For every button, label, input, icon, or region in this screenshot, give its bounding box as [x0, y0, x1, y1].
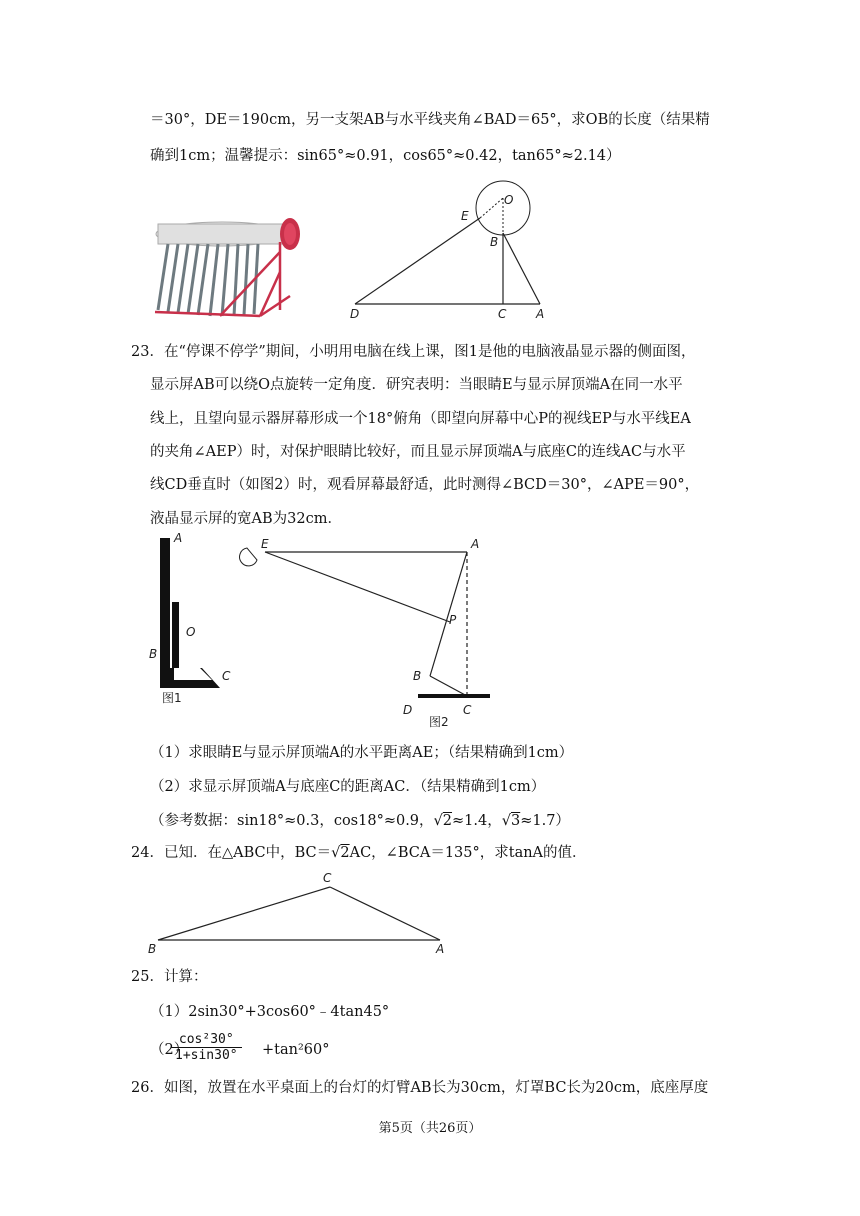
q22-label-a: A [536, 307, 545, 321]
fig1-label-c: C [222, 669, 231, 683]
fig1-caption: 图1 [162, 691, 182, 705]
q23-figure-2 [235, 528, 505, 733]
q22-label-b: B [490, 235, 499, 249]
q25-part2-prefix: （2） [150, 1042, 189, 1058]
fig2-label-e: E [261, 537, 269, 551]
q23-text-line5: 线CD垂直时（如图2）时，观看屏幕最舒适，此时测得∠BCD＝30°，∠APE＝90°， [150, 477, 700, 493]
q22-text-line2: 确到1cm；温馨提示：sin65°≈0.91，cos65°≈0.42，tan65°≈2.14） [150, 148, 621, 164]
q22-label-o: O [504, 193, 514, 207]
q25-fraction-numerator: cos²30° [171, 1032, 242, 1048]
q23-figure-1 [140, 528, 250, 713]
q25-part2-suffix: +tan²60° [262, 1042, 330, 1058]
q23-text-line4: 的夹角∠AEP）时，对保护眼睛比较好，而且显示屏顶端A与底座C的连线AC与水平 [150, 444, 686, 460]
q24-label-a: A [436, 942, 445, 956]
q26-text-line1: 26．如图，放置在水平桌面上的台灯的灯臂AB长为30cm，灯罩BC长为20cm，底座厚度 [131, 1080, 709, 1096]
q25-part1: （1）2sin30°+3cos60°﹣4tan45° [150, 1004, 390, 1020]
q23-text-line2: 显示屏AB可以绕O点旋转一定角度．研究表明：当眼睛E与显示屏顶端A在同一水平 [150, 377, 683, 393]
fig2-label-b: B [413, 669, 422, 683]
q24-triangle-figure [140, 865, 460, 960]
fig2-label-a: A [471, 537, 480, 551]
page-footer: 第5页（共26页） [378, 1121, 482, 1136]
q23-reference-data: （参考数据：sin18°≈0.3，cos18°≈0.9，√2≈1.4，√3≈1.7） [150, 813, 570, 829]
fig1-label-o: O [186, 625, 196, 639]
q24-text: 24．已知．在△ABC中，BC＝√2AC，∠BCA＝135°，求tanA的值． [131, 845, 587, 861]
q24-label-b: B [148, 942, 157, 956]
q24-label-c: C [323, 871, 332, 885]
fig2-caption: 图2 [429, 715, 449, 729]
fig2-label-p: P [449, 613, 457, 627]
q23-part2: （2）求显示屏顶端A与底座C的距离AC．（结果精确到1cm） [150, 779, 546, 795]
q22-label-d: D [350, 307, 360, 321]
q22-geometry-figure [340, 178, 555, 323]
fig1-label-b: B [149, 647, 158, 661]
q23-text-line6: 液晶显示屏的宽AB为32cm． [150, 511, 342, 527]
q23-part1: （1）求眼睛E与显示屏顶端A的水平距离AE；（结果精确到1cm） [150, 745, 574, 761]
q25-title: 25．计算： [131, 969, 208, 985]
fig1-label-a: A [174, 531, 183, 545]
q25-fraction-denominator: 1+sin30° [175, 1048, 238, 1063]
q23-text-line3: 线上，且望向显示器屏幕形成一个18°俯角（即望向屏幕中心P的视线EP与水平线EA [150, 411, 691, 427]
q22-text-line1: ＝30°，DE＝190cm，另一支架AB与水平线夹角∠BAD＝65°，求OB的长度（结果精 [150, 112, 710, 128]
q25-fraction [171, 1032, 242, 1063]
fig2-label-c: C [463, 703, 472, 717]
fig2-label-d: D [403, 703, 413, 717]
q22-label-e: E [461, 209, 469, 223]
q22-label-c: C [498, 307, 507, 321]
water-heater-illustration [150, 212, 310, 327]
q23-text-line1: 23．在“停课不停学”期间，小明用电脑在线上课，图1是他的电脑液晶显示器的侧面图， [131, 344, 696, 360]
